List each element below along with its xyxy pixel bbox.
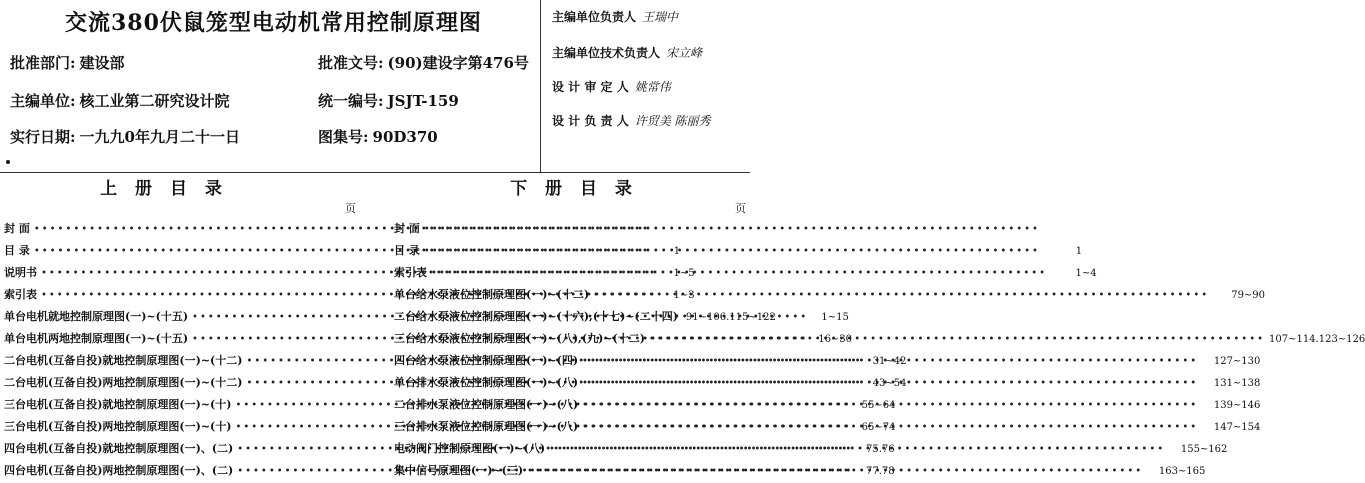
toc-entry-title: 三台电机(互备自投)就地控制原理图(一)~(十) xyxy=(4,398,232,411)
toc-entry xyxy=(4,240,681,262)
toc-entry-page: 1 xyxy=(1075,246,1083,257)
toc-entry-title: 二台电机(互备自投)两地控制原理图(一)~(十二) xyxy=(4,376,243,389)
toc-entry-page: 131~138 xyxy=(1213,378,1261,389)
toc-entry xyxy=(394,306,776,328)
dot-leader xyxy=(527,461,1143,483)
toc-entry-title: 四台给水泵液位控制原理图(一)~(四) xyxy=(394,354,579,367)
toc-entry-page: 31~42 xyxy=(872,356,907,367)
signature-name: 王瑞中 xyxy=(642,10,679,24)
unified-no xyxy=(318,90,459,111)
atlas-no xyxy=(318,126,438,147)
header-divider xyxy=(540,0,541,172)
approve-doc xyxy=(318,52,529,73)
toc-entry-title: 四台电机(互备自投)就地控制原理图(一)、(二) xyxy=(4,442,234,455)
toc-entry xyxy=(394,284,1266,306)
toc-entry-title: 说明书 xyxy=(4,266,37,279)
header-info xyxy=(0,0,540,172)
toc-entry-page: 16~30 xyxy=(818,334,853,345)
lower-page-column-label: 页 xyxy=(735,202,746,215)
dot-leader xyxy=(582,351,1198,373)
toc-entry-page: 1~5 xyxy=(673,268,695,279)
toc-entry-title: 三台电机(互备自投)两地控制原理图(一)~(十) xyxy=(4,420,232,433)
toc-entry-page: 1~4 xyxy=(1075,268,1097,279)
signature-row xyxy=(552,78,671,95)
upper-page-column-label: 页 xyxy=(345,202,356,215)
dot-leader xyxy=(424,241,1040,263)
toc-entry-page: 55~64 xyxy=(861,400,896,411)
toc-entry-title: 单台给水泵液位控制原理图(一)~(十二) xyxy=(394,288,590,301)
approve-dept xyxy=(10,52,125,73)
dot-leader xyxy=(593,285,1209,307)
toc-entry-title: 单台电机就地控制原理图(一)~(十五) xyxy=(4,310,189,323)
signature-name: 姚常伟 xyxy=(634,80,671,94)
signature-role: 设 计 负 责 人 xyxy=(552,114,629,128)
date-label: 实行日期: xyxy=(10,128,76,146)
dot-leader xyxy=(549,439,1165,461)
toc-entry-title: 集中信号原理图(一)~(三) xyxy=(394,464,524,477)
toc-entry-title: 封 面 xyxy=(394,222,420,235)
document-title: 交流380伏鼠笼型电动机常用控制原理图 xyxy=(65,10,482,36)
toc-entry-title: 二台电机(互备自投)就地控制原理图(一)~(十二) xyxy=(4,354,243,367)
approve-doc-value: (90)建设字第476号 xyxy=(387,54,529,72)
toc-entry xyxy=(394,218,754,240)
date-value: 一九九0年九月二十一日 xyxy=(79,128,240,146)
toc-entry-page: 91~106.115~122 xyxy=(685,312,776,323)
effective-date xyxy=(10,126,240,147)
toc-entry xyxy=(394,240,1083,262)
signature-role: 主编单位负责人 xyxy=(552,10,637,24)
dot-leader xyxy=(582,417,1198,439)
toc-entry-page: 155~162 xyxy=(1180,444,1228,455)
toc-entry-page: 65~74 xyxy=(861,422,896,433)
signature-name: 宋立峰 xyxy=(666,46,703,60)
dot-leader xyxy=(582,373,1198,395)
toc-entry-title: 三台排水泵液位控制原理图(一)~(八) xyxy=(394,420,579,433)
signature-name: 许贸美 陈丽秀 xyxy=(634,114,711,128)
toc-entry-page: 43~54 xyxy=(872,378,907,389)
toc-entry-page: 127~130 xyxy=(1213,356,1261,367)
toc-entry-title: 四台电机(互备自投)两地控制原理图(一)、(二) xyxy=(4,464,234,477)
toc-entry-title: 单台排水泵液位控制原理图(一)~(八) xyxy=(394,376,579,389)
dot-leader xyxy=(431,263,1047,285)
toc-entry xyxy=(394,262,1097,284)
signature-row xyxy=(552,8,678,25)
toc-entry-page: 75.76 xyxy=(865,444,895,455)
lower-toc-heading: 下 册 目 录 xyxy=(510,179,638,199)
signature-role: 设 计 审 定 人 xyxy=(552,80,629,94)
toc-entry xyxy=(4,218,364,240)
dot-leader xyxy=(424,219,1040,241)
signature-row xyxy=(552,112,711,129)
toc-entry-title: 目 录 xyxy=(4,244,30,257)
toc-entry-title: 二台排水泵液位控制原理图(一)~(八) xyxy=(394,398,579,411)
atlas-no-label: 图集号: xyxy=(318,128,369,146)
toc-entry-page: 107~114.123~126 xyxy=(1268,334,1365,345)
upper-toc-heading: 上 册 目 录 xyxy=(100,179,228,199)
approve-doc-label: 批准文号: xyxy=(318,54,384,72)
editor-unit-value: 核工业第二研究设计院 xyxy=(79,92,230,110)
toc-entry-page: 139~146 xyxy=(1213,400,1261,411)
approve-dept-label: 批准部门: xyxy=(10,54,76,72)
header-bottom-rule xyxy=(0,172,750,173)
toc-entry-page: 77.78 xyxy=(865,466,895,477)
header xyxy=(0,0,750,172)
toc-entry-title: 索引表 xyxy=(4,288,37,301)
toc-entry-page: 1~15 xyxy=(821,312,849,323)
bullet-dot xyxy=(6,160,10,164)
toc-entry-title: 封 面 xyxy=(4,222,30,235)
unified-no-label: 统一编号: xyxy=(318,92,384,110)
approve-dept-value: 建设部 xyxy=(79,54,125,72)
toc-entry-title: 单台电机两地控制原理图(一)~(十五) xyxy=(4,332,189,345)
toc-entry-title: 索引表 xyxy=(394,266,427,279)
atlas-no-value: 90D370 xyxy=(372,128,438,146)
toc-entry-title: 目 录 xyxy=(394,244,420,257)
unified-no-value: JSJT-159 xyxy=(387,92,459,110)
toc-entry-page: 1 xyxy=(673,246,681,257)
editor-unit-label: 主编单位: xyxy=(10,92,76,110)
dot-leader xyxy=(582,395,1198,417)
toc-entry-page: 1~3 xyxy=(673,290,695,301)
toc-entry-title: 二台给水泵液位控制原理图(一)~(十六),(十七)~(二十四) xyxy=(394,310,678,323)
toc-entry-title: 三台给水泵液位控制原理图(一)~(八),(九)~(十二) xyxy=(394,332,645,345)
signature-role: 主编单位技术负责人 xyxy=(552,46,661,60)
editor-unit xyxy=(10,90,230,111)
toc-entry-page: 79~90 xyxy=(1231,290,1266,301)
toc-entry-title: 电动阀门控制原理图(一)~(八) xyxy=(394,442,546,455)
toc-entry-page: 163~165 xyxy=(1158,466,1206,477)
signature-row xyxy=(552,44,702,61)
dot-leader xyxy=(649,329,1265,351)
toc-entry-page: 147~154 xyxy=(1213,422,1261,433)
